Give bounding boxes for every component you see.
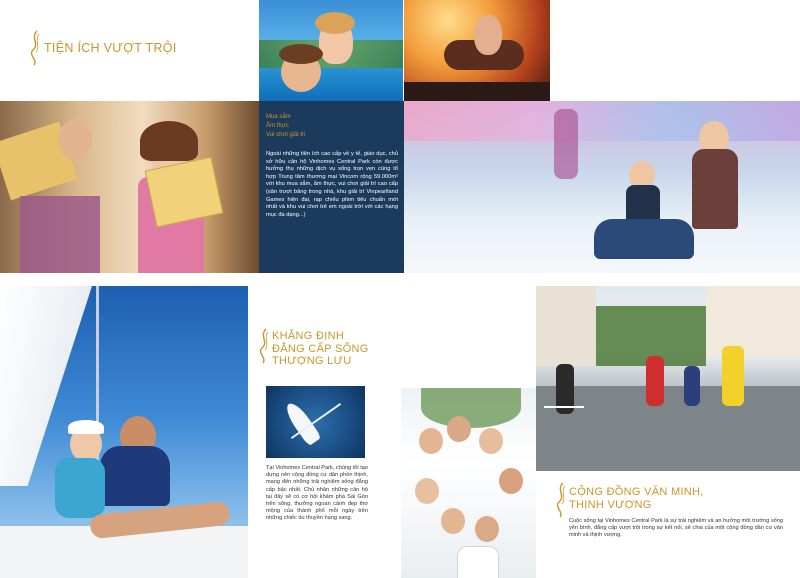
heading-line: CỘNG ĐỒNG VĂN MINH, [569, 486, 704, 498]
yacht-photo [0, 286, 248, 578]
amenities-body-text: Ngoài những tiện ích cao cấp về y tế, giáo dục, chủ sở hữu căn hộ Vinhomes Central Park còn được hưởng thụ những dịch vụ sống trọn vẹn cùng tổ hợp Trung tâm thương mại Vincom rộng 59.000m² với khu mua sắm, ẩm thực, vui chơi giải trí cao cấp (sân trượt băng trong nhà, khu giải trí Vinpearlland Games hiện đại, rạp chiếu phim tiêu chuẩn mới nhất và khu vui chơi trẻ em ngoài trời với các hạng mục đa dạng...) [266, 151, 398, 218]
tag-dining: Ẩm thực [266, 123, 289, 129]
pool-photo [259, 0, 403, 101]
yacht-aerial-photo [266, 386, 365, 458]
cyclists-photo [536, 286, 800, 471]
heading-line: THỊNH VƯỢNG [569, 498, 652, 511]
community-body-text: Cuộc sống tại Vinhomes Central Park là sự trải nghiệm và an hưởng môi trường sống yên bình, đẳng cấp vượt trội trong sự kết nối, sẻ chia của một cộng đồng dân cư văn minh và thịnh vượng. [569, 518, 783, 539]
heading-line: KHẲNG ĐỊNH [272, 330, 345, 342]
carousel-photo [404, 0, 550, 101]
section-heading-community [569, 486, 704, 511]
friends-circle-photo [401, 388, 536, 578]
gold-swirl-icon [28, 30, 42, 66]
gold-swirl-icon [257, 328, 271, 364]
ice-rink-photo [404, 101, 800, 273]
gold-swirl-icon [554, 482, 568, 518]
amenity-tags [266, 113, 306, 140]
luxury-living-body-text: Tại Vinhomes Central Park, chúng tôi tạo dựng nên cộng đồng cư dân phồn thịnh, mang đến những trải nghiệm sống đẳng cấp bậc nhất. Chủ nhân những căn hộ tại đây sẽ có cơ hội khám phá Sài Gòn trên sông, thưởng ngoạn cảnh đẹp thơ mộng của thành phố mỗi ngày trên những chiếc du thuyền hạng sang. [266, 465, 368, 522]
heading-line: ĐẲNG CẤP SỐNG [272, 342, 369, 355]
tag-shopping: Mua sắm [266, 114, 291, 120]
shopping-photo [0, 101, 259, 273]
heading-line: THƯỢNG LƯU [272, 355, 352, 367]
tag-entertainment: Vui chơi giải trí [266, 132, 306, 138]
section-heading-amenities: TIỆN ÍCH VƯỢT TRỘI [44, 41, 177, 55]
amenities-info-panel [259, 101, 404, 273]
section-heading-luxury-living [272, 330, 369, 368]
